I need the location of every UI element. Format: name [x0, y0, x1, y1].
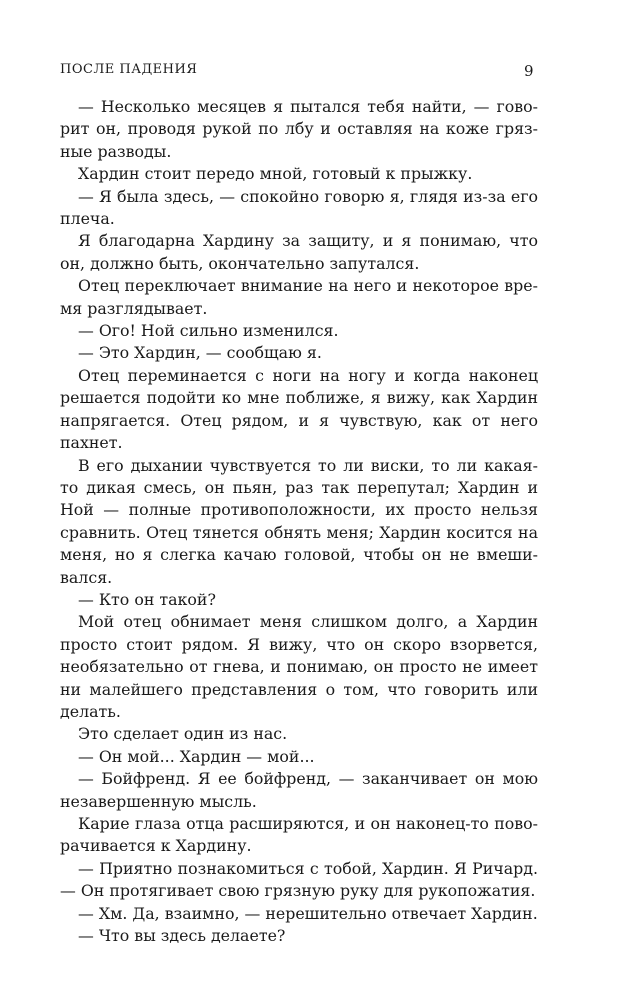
paragraph: Отец переминается с ноги на ногу и когда наконец решается подойти ко мне поближе, я вижу, как Хардин напрягается. Отец рядом, и я чувствую, как от него пахнет.	[60, 365, 538, 453]
running-title: ПОСЛЕ ПАДЕНИЯ	[60, 62, 198, 77]
paragraph: Карие глаза отца расширяются, и он наконец-то поворачивается к Хардину.	[60, 814, 538, 856]
paragraph: Мой отец обнимает меня слишком долго, а Хардин просто стоит рядом. Я вижу, что он скоро взорвется, необязательно от гнева, и понимаю, он просто не имеет ни малейшего представления о том, что говорить или делать.	[60, 612, 538, 721]
paragraph: Хардин стоит передо мной, готовый к прыжку.	[78, 164, 473, 184]
paragraph: Это сделает один из нас.	[78, 724, 288, 744]
paragraph: — Кто он такой?	[78, 589, 216, 609]
paragraph: В его дыхании чувствуется то ли виски, то ли какая-то дикая смесь, он пьян, раз так перепутал; Хардин и Ной — полные противоположности, их просто нельзя сравнить. Отец тянется обнять меня; Хардин косится на меня, но я слегка качаю головой, чтобы он не вмешивался.	[60, 455, 538, 587]
paragraph: — Он мой... Хардин — мой...	[78, 746, 315, 766]
paragraph: — Бойфренд. Я ее бойфренд, — заканчивает он мою незавершенную мысль.	[60, 769, 538, 811]
paragraph: — Что вы здесь делаете?	[78, 926, 286, 946]
paragraph: — Хм. Да, взаимно, — нерешительно отвечает Хардин.	[78, 903, 538, 923]
paragraph: — Ого! Ной сильно изменился.	[78, 321, 339, 341]
body-text	[60, 96, 538, 947]
running-header	[60, 62, 534, 82]
paragraph: — Приятно познакомиться с тобой, Хардин. Я Ричард. — Он протягивает свою грязную руку для рукопожатия.	[60, 858, 538, 901]
paragraph: — Я была здесь, — спокойно говорю я, глядя из-за его плеча.	[60, 186, 538, 229]
paragraph: Я благодарна Хардину за защиту, и я понимаю, что он, должно быть, окончательно запутался.	[60, 231, 538, 273]
paragraph: Отец переключает внимание на него и некоторое время разглядывает.	[60, 276, 538, 318]
paragraph: — Несколько месяцев я пытался тебя найти, — говорит он, проводя рукой по лбу и оставляя на коже грязные разводы.	[60, 97, 538, 161]
paragraph: — Это Хардин, — сообщаю я.	[78, 343, 322, 363]
page-number: 9	[523, 62, 534, 80]
